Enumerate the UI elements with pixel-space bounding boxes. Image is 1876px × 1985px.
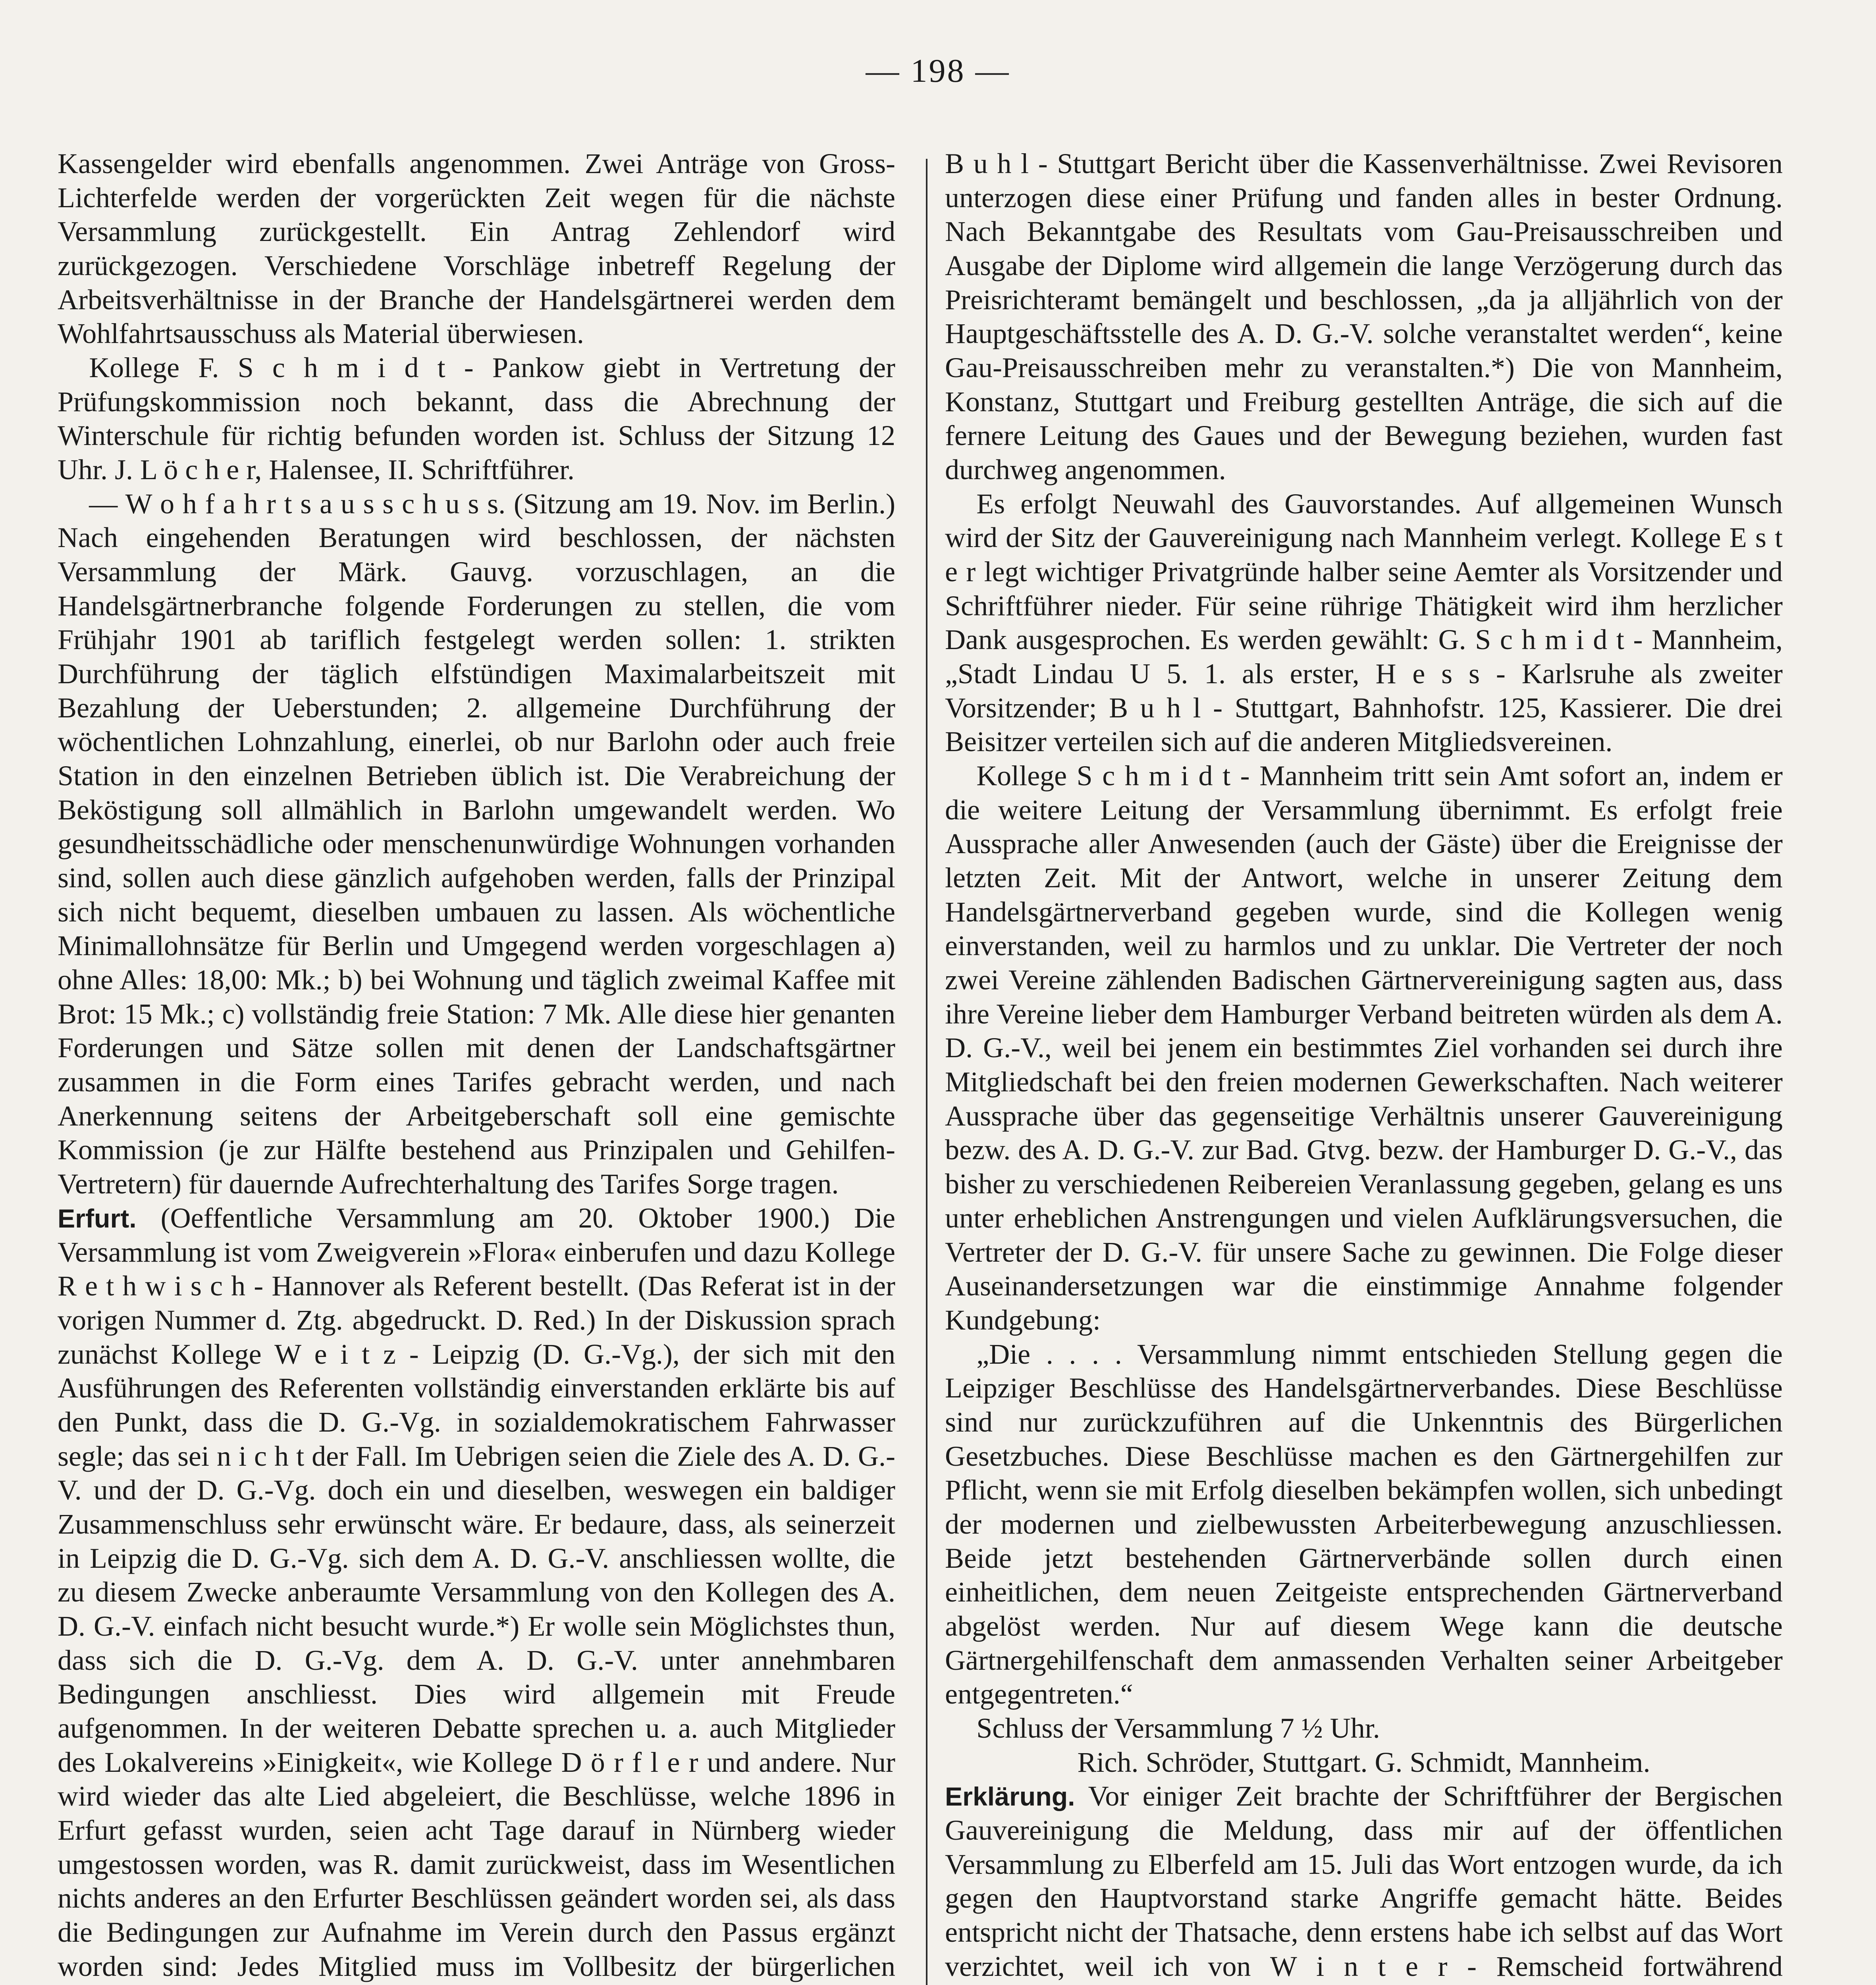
article-erfurt	[58, 1201, 895, 1985]
erklaerung-text: Vor einiger Zeit brachte der Schriftführer der Bergischen Gauvereinigung die Meldung, dass mir auf der öffentlichen Versammlung zu Elberfeld am 15. Juli das Wort entzogen wurde, da ich gegen den Hauptvorstand starke Angriffe gemacht hätte. Beides entspricht nicht der Thatsache, denn erstens habe ich selbst auf das Wort verzichtet, weil ich von W i n t e r - Remscheid fortwährend	[945, 1780, 1783, 1982]
signatures: Rich. Schröder, Stuttgart. G. Schmidt, Mannheim.	[1077, 1746, 1650, 1778]
proclamation: „Die . . . . Versammlung nimmt entschieden Stellung gegen die Leipziger Beschlüsse des Handelsgärtnerverbandes. Diese Beschlüsse sind nur zurückzuführen auf die Unkenntnis des Bürgerlichen Gesetzbuches. Diese Beschlüsse machen es den Gärtnergehilfen zur Pflicht, wenn sie mit Erfolg dieselben bekämpfen wollen, sich unbedingt der modernen und zielbewussten Arbeiterbewegung anzuschliessen. Beide jetzt bestehenden Gärtnerverbände sollen durch einen einheitlichen, dem neuen Zeitgeiste entsprechenden Gärtnerverband abgelöst werden. Nur auf diesem Wege kann die deutsche Gärtnergehilfenschaft dem anmassenden Verhalten seiner Arbeitgeber entgegentreten.“	[945, 1338, 1783, 1710]
paragraph: Schluss der Versammlung 7 ½ Uhr.	[976, 1712, 1380, 1744]
paragraph: — W o h f a h r t s a u s s c h u s s. (Sitzung am 19. Nov. im Berlin.) Nach eingehenden Beratungen wird beschlossen, der nächsten Versammlung der Märk. Gauvg. vorzuschlagen, an die Handelsgärtnerbranche folgende Forderungen zu stellen, die vom Frühjahr 1901 ab tariflich festgelegt werden sollen: 1. strikten Durchführung der täglich elfstündigen Maximalarbeitszeit mit Bezahlung der Ueberstunden; 2. allgemeine Durchführung der wöchentlichen Lohnzahlung, einerlei, ob nur Barlohn oder auch freie Station in den einzelnen Betrieben üblich ist. Die Verabreichung der Beköstigung soll allmählich in Barlohn umgewandelt werden. Wo gesundheitsschädliche oder menschenunwürdige Wohnungen vorhanden sind, sollen auch diese gänzlich aufgehoben werden, falls der Prinzipal sich nicht bequemt, dieselben umbauen zu lassen. Als wöchentliche Minimallohnsätze für Berlin und Umgegend werden vorgeschlagen a) ohne Alles: 18,00: Mk.; b) bei Wohnung und täglich zweimal Kaffee mit Brot: 15 Mk.; c) vollständig freie Station: 7 Mk. Alle diese hier genanten Forderungen und Sätze sollen mit denen der Landschaftsgärtner zusammen in die Form eines Tarifes gebracht werden, und nach Anerkennung seitens der Arbeitgeberschaft soll eine gemischte Kommission (je zur Hälfte bestehend aus Prinzipalen und Gehilfen-Vertretern) für dauernde Aufrechterhaltung des Tarifes Sorge tragen.	[58, 488, 895, 1200]
paragraph: Kollege F. S c h m i d t - Pankow giebt in Vertretung der Prüfungskommission noch bekannt, dass die Abrechnung der Winterschule für richtig befunden worden ist. Schluss der Sitzung 12 Uhr. J. L ö c h e r, Halensee, II. Schriftführer.	[58, 352, 895, 486]
paragraph: B u h l - Stuttgart Bericht über die Kassenverhältnisse. Zwei Revisoren unterzogen diese einer Prüfung und fanden alles in bester Ordnung. Nach Bekanntgabe des Resultats vom Gau-Preisausschreiben und Ausgabe der Diplome wird allgemein die lange Verzögerung durch das Preisrichteramt bemängelt und beschlossen, „da ja alljährlich von der Hauptgeschäftsstelle des A. D. G.-V. solche veranstaltet werden“, keine Gau-Preisausschreiben mehr zu veranstalten.*) Die von Mannheim, Konstanz, Stuttgart und Freiburg gestellten Anträge, die sich auf die fernere Leitung des Gaues und der Bewegung beziehen, wurden fast durchweg angenommen.	[945, 148, 1783, 486]
heading-erklaerung: Erklärung.	[945, 1782, 1075, 1812]
article-erklaerung	[945, 1779, 1783, 1985]
page-number: — 198 —	[866, 52, 1010, 89]
paragraph: Kassengelder wird ebenfalls angenommen. Zwei Anträge von Gross-Lichterfelde werden der vorgerückten Zeit wegen für die nächste Versammlung zurückgestellt. Ein Antrag Zehlendorf wird zurückgezogen. Verschiedene Vorschläge inbetreff Regelung der Arbeitsverhältnisse in der Branche der Handelsgärtnerei werden dem Wohlfahrtsausschuss als Material überwiesen.	[58, 148, 895, 350]
paragraph: Es erfolgt Neuwahl des Gauvorstandes. Auf allgemeinen Wunsch wird der Sitz der Gauvereinigung nach Mannheim verlegt. Kollege E s t e r legt wichtiger Privatgründe halber seine Aemter als Vorsitzender und Schriftführer nieder. Für seine rührige Thätigkeit wird ihm herzlicher Dank ausgesprochen. Es werden gewählt: G. S c h m i d t - Mannheim, „Stadt Lindau U 5. 1. als erster, H e s s - Karlsruhe als zweiter Vorsitzender; B u h l - Stuttgart, Bahnhofstr. 125, Kassierer. Die drei Beisitzer verteilen sich auf die anderen Mitgliedsvereinen.	[945, 488, 1783, 758]
right-column	[945, 147, 1783, 1985]
heading-erfurt: Erfurt.	[58, 1204, 137, 1233]
erfurt-text: (Oeffentliche Versammlung am 20. Oktober 1900.) Die Versammlung ist vom Zweigverein »Flora« einberufen und dazu Kollege R e t h w i s c h - Hannover als Referent bestellt. (Das Referat ist in der vorigen Nummer d. Ztg. abgedruckt. D. Red.) In der Diskussion sprach zunächst Kollege W e i t z - Leipzig (D. G.-Vg.), der sich mit den Ausführungen des Referenten vollständig einverstanden erklärte bis auf den Punkt, dass die D. G.-Vg. in sozialdemokratischem Fahrwasser segle; das sei n i c h t der Fall. Im Uebrigen seien die Ziele des A. D. G.-V. und der D. G.-Vg. doch ein und dieselben, weswegen ein baldiger Zusammenschluss sehr erwünscht wäre. Er bedaure, dass, als seinerzeit in Leipzig die D. G.-Vg. sich dem A. D. G.-V. anschliessen wollte, die zu diesem Zwecke anberaumte Versammlung von den Kollegen des A. D. G.-V. einfach nicht besucht wurde.*) Er wolle sein Möglichstes thun, dass sich die D. G.-Vg. dem A. D. G.-V. unter annehmbaren Bedingungen anschliesst. Dies wird allgemein mit Freude aufgenommen. In der weiteren Debatte sprechen u. a. auch Mitglieder des Lokalvereins »Einigkeit«, wie Kollege D ö r f l e r und andere. Nur wird wieder das alte Lied abgeleiert, die Beschlüsse, welche 1896 in Erfurt gefasst wurden, seien acht Tage darauf in Nürnberg wieder umgestossen worden, was R. damit zurückweist, dass im Wesentlichen nichts anderes an den Erfurter Beschlüssen geändert worden sei, als dass die Bedingungen zur Aufnahme im Verein durch den Passus ergänzt worden sind: Jedes Mitglied muss im Vollbesitz der bürgerlichen	[58, 1202, 895, 1982]
paragraph: Kollege S c h m i d t - Mannheim tritt sein Amt sofort an, indem er die weitere Leitung der Versammlung übernimmt. Es erfolgt freie Aussprache aller Anwesenden (auch der Gäste) über die Ereignisse der letzten Zeit. Mit der Antwort, welche in unserer Zeitung dem Handelsgärtnerverband gegeben wurde, sind die Kollegen wenig einverstanden, weil zu harmlos und zu unklar. Die Vertreter der noch zwei Vereine zählenden Badischen Gärtnervereinigung sagten aus, dass ihre Vereine lieber dem Hamburger Verband beitreten würden als dem A. D. G.-V., weil bei jenem ein bestimmtes Ziel vorhanden sei durch ihre Mitgliedschaft bei den freien modernen Gewerkschaften. Nach weiterer Aussprache über das gegenseitige Verhältnis unserer Gauvereinigung bezw. des A. D. G.-V. zur Bad. Gtvg. bezw. der Hamburger D. G.-V., das bisher zu verschiedenen Reibereien Veranlassung gegeben, gelang es uns unter erheblichen Anstrengungen und vielen Aufklärungsversuchen, die Vertreter der D. G.-V. für unsere Sache zu gewinnen. Die Folge dieser Auseinandersetzungen war die einstimmige Annahme folgender Kundgebung:	[945, 760, 1783, 1336]
column-divider	[926, 159, 927, 1985]
left-column	[58, 147, 895, 1985]
